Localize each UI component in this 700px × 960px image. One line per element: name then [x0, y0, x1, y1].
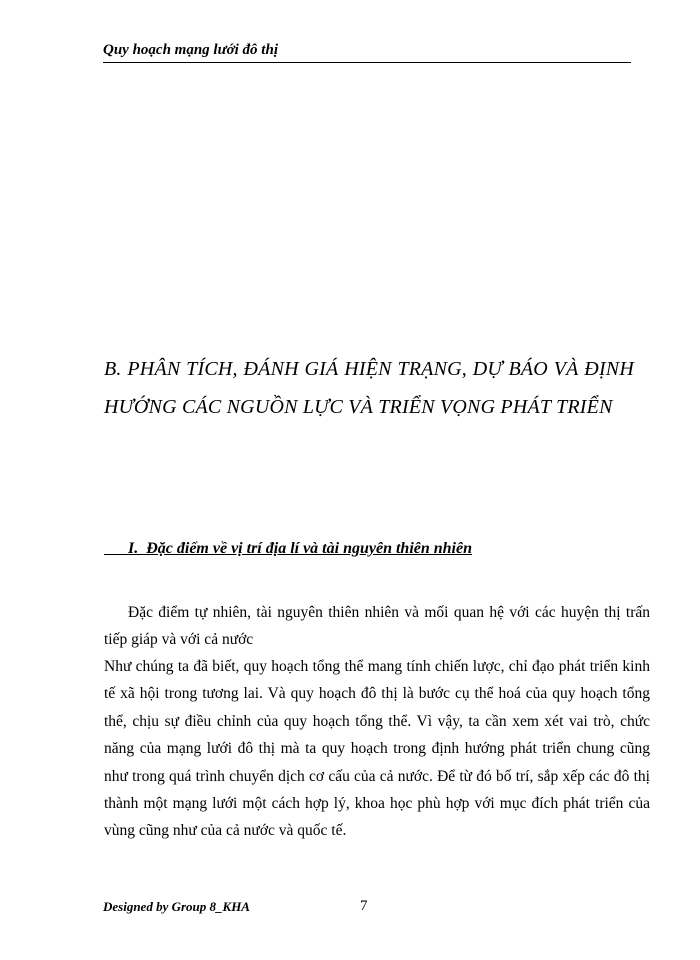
chapter-title: B. PHÂN TÍCH, ĐÁNH GIÁ HIỆN TRẠNG, DỰ BÁO VÀ ĐỊNH HƯỚNG CÁC NGUỒN LỰC VÀ TRIỂN VỌNG PHÁT TRIỂN	[104, 358, 634, 418]
section-heading: I. Đặc điểm về vị trí địa lí và tài nguyên thiên nhiên	[104, 540, 472, 557]
body-paragraph: Như chúng ta đã biết, quy hoạch tổng thể mang tính chiến lược, chỉ đạo phát triển kinh tế xã hội trong tương lai. Và quy hoạch đô thị là bước cụ thể hoá của quy hoạch tổng thể, chịu sự điều chỉnh của quy hoạch tổng thể. Vì vậy, ta cần xem xét vai trò, chức năng của mạng lưới đô thị mà ta quy hoạch trong định hướng phát triển chung cũng như trong quá trình chuyển dịch cơ cấu của cả nước. Để từ đó bố trí, sắp xếp các đô thị thành một mạng lưới một cách hợp lý, khoa học phù hợp với mục đích phát triển của vùng cũng như của cả nước và quốc tế.	[104, 658, 650, 840]
intro-paragraph: Đặc điểm tự nhiên, tài nguyên thiên nhiên và mối quan hệ với các huyện thị trấn tiếp giáp và với cả nước	[104, 604, 650, 648]
header-title: Quy hoạch mạng lưới đô thị	[103, 42, 278, 58]
footer-credit: Designed by Group 8_KHA	[103, 899, 250, 914]
running-header	[103, 40, 631, 63]
page-number: 7	[360, 898, 368, 914]
